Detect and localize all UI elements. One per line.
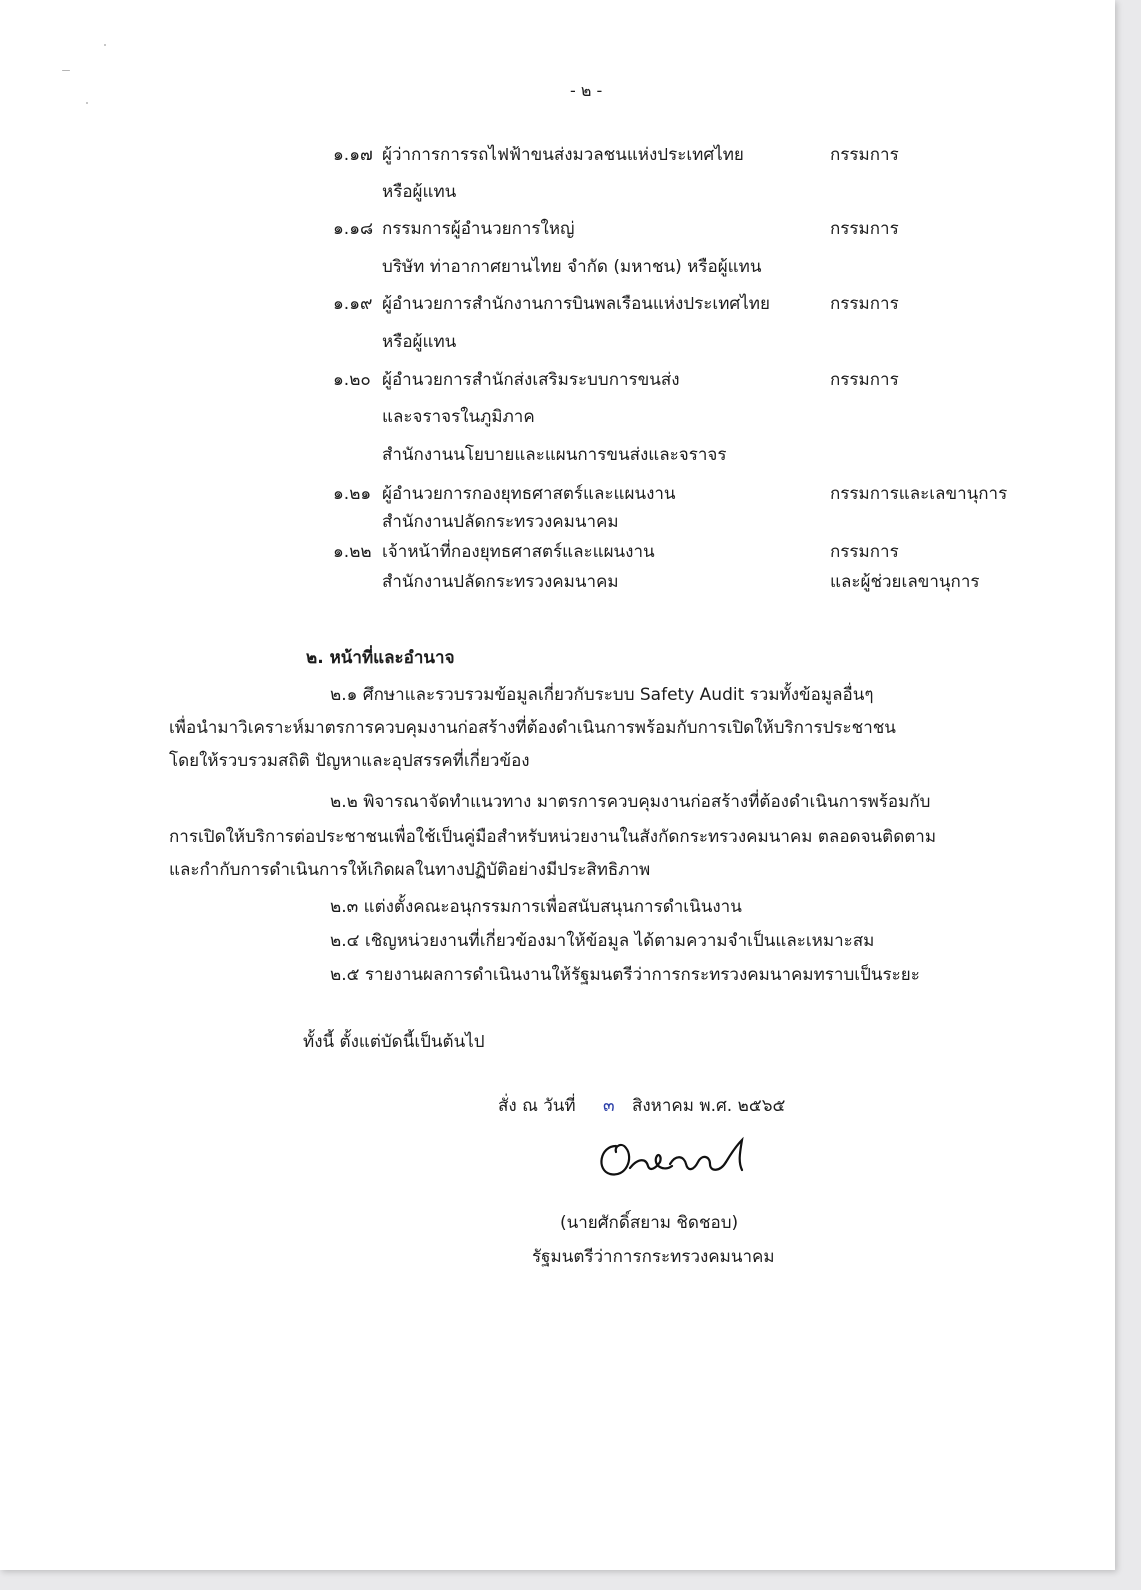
member-line: สำนักงานปลัดกระทรวงคมนาคม [382, 512, 619, 532]
member-line: ผู้อำนวยการกองยุทธศาสตร์และแผนงาน [382, 484, 676, 504]
duty-paragraph-line: โดยให้รวบรวมสถิติ ปัญหาและอุปสรรคที่เกี่ยวข้อง [169, 751, 530, 771]
duty-paragraph-line: เพื่อนำมาวิเคราะห์มาตรการควบคุมงานก่อสร้างที่ต้องดำเนินการพร้อมกับการเปิดให้บริการประชาชน [169, 718, 896, 738]
member-number: ๑.๒๐ [333, 370, 371, 390]
signer-name: (นายศักดิ์สยาม ชิดชอบ) [560, 1213, 739, 1233]
member-role: กรรมการ [830, 219, 899, 239]
member-line: ผู้อำนวยการสำนักงานการบินพลเรือนแห่งประเทศไทย [382, 294, 770, 314]
scan-speck [86, 102, 88, 104]
duty-item: ๒.๔ เชิญหน่วยงานที่เกี่ยวข้องมาให้ข้อมูล ได้ตามความจำเป็นและเหมาะสม [330, 931, 875, 951]
handwritten-signature [586, 1128, 766, 1188]
member-line: บริษัท ท่าอากาศยานไทย จำกัด (มหาชน) หรือผู้แทน [382, 257, 762, 277]
scan-speck [104, 44, 106, 46]
page-number: - ๒ - [570, 81, 603, 100]
member-number: ๑.๑๗ [333, 145, 373, 165]
member-line: กรรมการผู้อำนวยการใหญ่ [382, 219, 575, 239]
member-role: กรรมการ [830, 294, 899, 314]
member-line: หรือผู้แทน [382, 332, 457, 352]
signer-title: รัฐมนตรีว่าการกระทรวงคมนาคม [532, 1247, 775, 1267]
duty-paragraph-line: การเปิดให้บริการต่อประชาชนเพื่อใช้เป็นคู่มือสำหรับหน่วยงานในสังกัดกระทรวงคมนาคม ตลอดจนติดตาม [169, 827, 937, 847]
duty-item: ๒.๓ แต่งตั้งคณะอนุกรรมการเพื่อสนับสนุนการดำเนินงาน [330, 897, 742, 917]
member-line: ผู้อำนวยการสำนักส่งเสริมระบบการขนส่ง [382, 370, 680, 390]
member-line: หรือผู้แทน [382, 182, 457, 202]
member-role: กรรมการ [830, 145, 899, 165]
scan-speck [62, 70, 70, 71]
member-line: สำนักงานปลัดกระทรวงคมนาคม [382, 572, 619, 592]
member-role: และผู้ช่วยเลขานุการ [830, 572, 980, 592]
member-role: กรรมการ [830, 370, 899, 390]
order-date-prefix: สั่ง ณ วันที่ [498, 1096, 576, 1116]
duty-paragraph-line: ๒.๒ พิจารณาจัดทำแนวทาง มาตรการควบคุมงานก่อสร้างที่ต้องดำเนินการพร้อมกับ [330, 792, 931, 812]
member-role: กรรมการและเลขานุการ [830, 484, 1008, 504]
member-line: และจราจรในภูมิภาค [382, 407, 535, 427]
duty-item: ๒.๕ รายงานผลการดำเนินงานให้รัฐมนตรีว่าการกระทรวงคมนาคมทราบเป็นระยะ [330, 965, 920, 985]
member-number: ๑.๑๘ [333, 219, 374, 239]
member-line: ผู้ว่าการการรถไฟฟ้าขนส่งมวลชนแห่งประเทศไทย [382, 145, 744, 165]
member-number: ๑.๑๙ [333, 294, 373, 314]
duty-paragraph-line: และกำกับการดำเนินการให้เกิดผลในทางปฏิบัติอย่างมีประสิทธิภาพ [169, 860, 651, 880]
member-line: สำนักงานนโยบายและแผนการขนส่งและจราจร [382, 445, 727, 465]
section-heading: ๒. หน้าที่และอำนาจ [306, 648, 455, 668]
member-role: กรรมการ [830, 542, 899, 562]
order-date-day: ๓ [603, 1096, 615, 1116]
member-number: ๑.๒๒ [333, 542, 372, 562]
duty-paragraph-line: ๒.๑ ศึกษาและรวบรวมข้อมูลเกี่ยวกับระบบ Safety Audit รวมทั้งข้อมูลอื่นๆ [330, 685, 874, 705]
effective-clause: ทั้งนี้ ตั้งแต่บัดนี้เป็นต้นไป [303, 1032, 485, 1052]
member-number: ๑.๒๑ [333, 484, 372, 504]
order-date-suffix: สิงหาคม พ.ศ. ๒๕๖๕ [632, 1096, 786, 1116]
member-line: เจ้าหน้าที่กองยุทธศาสตร์และแผนงาน [382, 542, 655, 562]
